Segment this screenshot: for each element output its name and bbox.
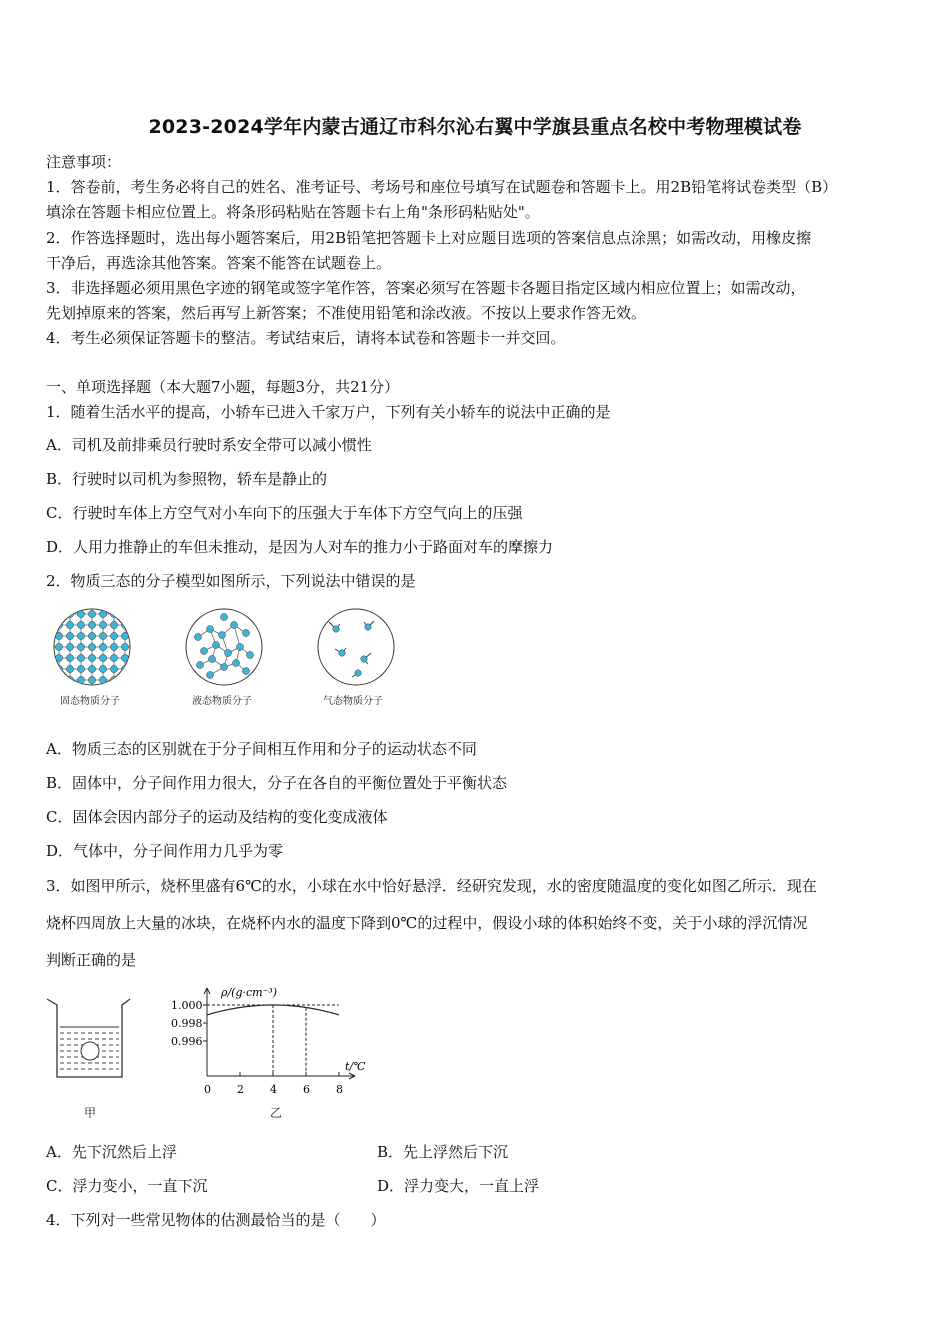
- option-b: B．固体中，分子间作用力很大，分子在各自的平衡位置处于平衡状态: [46, 774, 508, 792]
- y-axis-label: ρ/(g·cm⁻³): [221, 986, 278, 999]
- molecule: [88, 676, 95, 683]
- molecule: [66, 632, 73, 639]
- y-tick-label: 0.996: [171, 1035, 203, 1048]
- molecule: [66, 643, 73, 650]
- molecule: [121, 676, 128, 683]
- molecule: [88, 654, 95, 661]
- notice-line: 4．考生必须保证答题卡的整洁。考试结束后，请将本试卷和答题卡一并交回。: [46, 329, 566, 347]
- molecule: [99, 654, 106, 661]
- question-4-stem: 4．下列对一些常见物体的估测最恰当的是（ ）: [46, 1211, 386, 1229]
- molecule: [110, 665, 117, 672]
- x-axis-label: t/℃: [345, 1060, 366, 1073]
- molecule: [121, 610, 128, 617]
- solid-caption: 固态物质分子: [60, 696, 120, 707]
- section-heading: 一、单项选择题（本大题7小题，每题3分，共21分）: [46, 378, 400, 396]
- notice-line: 先划掉原来的答案，然后再写上新答案；不准使用铅笔和涂改液。不按以上要求作答无效。: [46, 304, 647, 322]
- figure-label-jia: 甲: [84, 1106, 97, 1120]
- x-tick-label: 6: [303, 1083, 310, 1096]
- x-tick-label: 0: [204, 1083, 211, 1096]
- question-2-stem: 2．物质三态的分子模型如图所示，下列说法中错误的是: [46, 572, 416, 590]
- x-tick-label: 8: [336, 1083, 343, 1096]
- molecule: [77, 654, 84, 661]
- question-3-stem: 3．如图甲所示，烧杯里盛有6℃的水，小球在水中恰好悬浮．经研究发现，水的密度随温度的变化如图乙所示．现在: [46, 877, 817, 895]
- molecule: [99, 665, 106, 672]
- gas-caption: 气态物质分子: [323, 696, 383, 707]
- y-tick-label: 1.000: [171, 999, 203, 1012]
- option-c: C．行驶时车体上方空气对小车向下的压强大于车体下方空气向上的压强: [46, 504, 523, 522]
- option-c: C．浮力变小，一直下沉: [46, 1177, 208, 1195]
- molecule: [88, 621, 95, 628]
- molecule: [77, 643, 84, 650]
- molecule: [77, 632, 84, 639]
- molecule: [99, 643, 106, 650]
- beaker-diagram: [44, 995, 136, 1087]
- option-a: A．司机及前排乘员行驶时系安全带可以减小惯性: [46, 436, 372, 454]
- notice-line: 干净后，再选涂其他答案。答案不能答在试题卷上。: [46, 254, 392, 272]
- molecule: [110, 632, 117, 639]
- molecule: [77, 621, 84, 628]
- molecule: [88, 632, 95, 639]
- question-3-stem: 烧杯四周放上大量的冰块，在烧杯内水的温度下降到0℃的过程中，假设小球的体积始终不变，关于小球的浮沉情况: [46, 914, 808, 932]
- molecule: [99, 632, 106, 639]
- molecule: [88, 643, 95, 650]
- option-b: B．行驶时以司机为参照物，轿车是静止的: [46, 470, 328, 488]
- molecule: [110, 643, 117, 650]
- x-tick-label: 4: [270, 1083, 277, 1096]
- x-tick-label: 2: [237, 1083, 244, 1096]
- molecule: [66, 665, 73, 672]
- option-d: D．人用力推静止的车但未推动，是因为人对车的推力小于路面对车的摩擦力: [46, 538, 554, 556]
- molecule: [88, 610, 95, 617]
- molecule: [110, 654, 117, 661]
- molecule: [110, 621, 117, 628]
- molecule: [99, 621, 106, 628]
- notice-line: 3．非选择题必须用黑色字迹的钢笔或签字笔作答，答案必须写在答题卡各题目指定区域内相应位置上；如需改动，: [46, 279, 806, 297]
- molecule: [55, 676, 62, 683]
- molecule: [121, 643, 128, 650]
- figure-label-yi: 乙: [270, 1106, 283, 1120]
- option-d: D．气体中，分子间作用力几乎为零: [46, 842, 284, 860]
- density-temperature-chart: [165, 978, 380, 1098]
- molecule: [66, 621, 73, 628]
- molecule: [66, 654, 73, 661]
- liquid-molecule-diagram: [184, 607, 264, 687]
- notice-line: 2．作答选择题时，选出每小题答案后，用2B铅笔把答题卡上对应题目选项的答案信息点涂黑；如需改动，用橡皮擦: [46, 229, 812, 247]
- solid-molecule-diagram: [52, 607, 132, 687]
- gas-molecule-diagram: [316, 607, 396, 687]
- option-a: A．物质三态的区别就在于分子间相互作用和分子的运动状态不同: [46, 740, 477, 758]
- molecule: [88, 665, 95, 672]
- page-title: 2023-2024学年内蒙古通辽市科尔沁右翼中学旗县重点名校中考物理模试卷: [148, 116, 802, 138]
- notice-line: 1．答卷前，考生务必将自己的姓名、准考证号、考场号和座位号填写在试题卷和答题卡上。用2B铅笔将试卷类型（B）: [46, 178, 838, 196]
- notice-line: 填涂在答题卡相应位置上。将条形码粘贴在答题卡右上角"条形码粘贴处"。: [46, 203, 540, 221]
- question-3-stem: 判断正确的是: [46, 951, 137, 969]
- liquid-caption: 液态物质分子: [192, 696, 252, 707]
- molecule: [77, 665, 84, 672]
- option-d: D．浮力变大，一直上浮: [377, 1177, 540, 1195]
- option-c: C．固体会因内部分子的运动及结构的变化变成液体: [46, 808, 388, 826]
- option-b: B．先上浮然后下沉: [377, 1143, 509, 1161]
- y-tick-label: 0.998: [171, 1017, 203, 1030]
- notice-heading: 注意事项：: [46, 153, 122, 171]
- molecule: [55, 643, 62, 650]
- option-a: A．先下沉然后上浮: [46, 1143, 177, 1161]
- molecule: [55, 610, 62, 617]
- question-1-stem: 1．随着生活水平的提高，小轿车已进入千家万户，下列有关小轿车的说法中正确的是: [46, 403, 611, 421]
